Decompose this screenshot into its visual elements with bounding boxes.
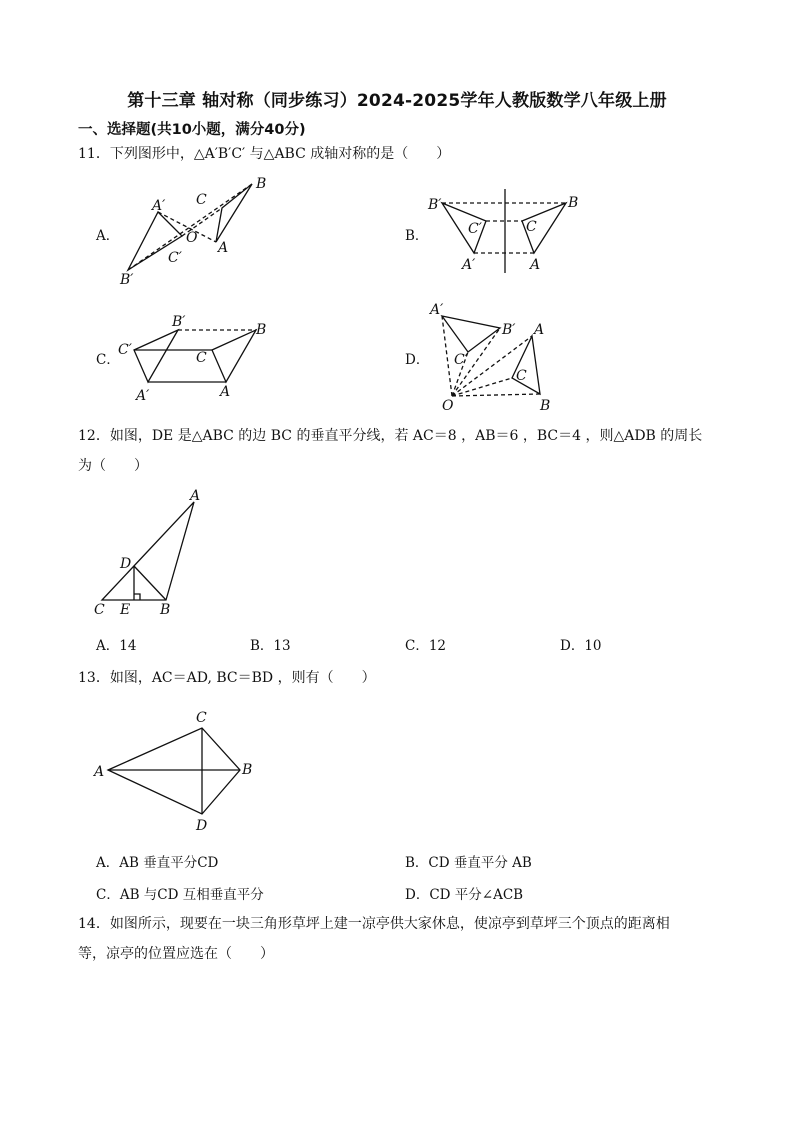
label-c-prime: C′ (118, 342, 132, 358)
label-a: A (534, 322, 545, 338)
section-heading: 一、选择题(共10小题，满分40分) (78, 122, 306, 138)
q12-option-a[interactable]: A．14 (96, 638, 137, 654)
q11-figure-d (424, 300, 564, 415)
q12-figure (90, 484, 220, 620)
label-c: C (526, 219, 537, 235)
question-14-stem-line2: 等，凉亭的位置应选在（ ） (78, 946, 274, 962)
label-a: A (190, 488, 201, 504)
label-a: A (530, 257, 541, 273)
question-13-stem: 13．如图，AC＝AD, BC＝BD ，则有（ ） (78, 670, 376, 686)
question-12-stem-line2: 为（ ） (78, 458, 148, 474)
q11-figure-a (110, 170, 290, 290)
label-a-prime: A′ (462, 257, 476, 273)
label-o: O (186, 230, 198, 246)
label-b-prime: B′ (502, 322, 516, 338)
label-b: B (540, 398, 551, 414)
q11-figure-c (116, 312, 286, 404)
q12-option-c[interactable]: C．12 (405, 638, 447, 654)
label-c-prime: C′ (168, 250, 182, 266)
label-c: C (196, 710, 207, 726)
label-c: C (196, 192, 207, 208)
q12-option-d[interactable]: D．10 (560, 638, 602, 654)
label-c-prime: C′ (454, 352, 468, 368)
q12-option-b[interactable]: B．13 (250, 638, 291, 654)
label-c: C (94, 602, 105, 618)
label-b-prime: B′ (428, 197, 442, 213)
q13-option-d[interactable]: D．CD 平分∠ACB (405, 887, 524, 903)
label-a-prime: A′ (136, 388, 150, 404)
label-b: B (242, 762, 253, 778)
q11-figure-b (420, 185, 590, 280)
question-11-stem: 11．下列图形中，△A′B′C′ 与△ABC 成轴对称的是（ ） (78, 146, 451, 162)
label-d: D (120, 556, 132, 572)
label-a-prime: A′ (430, 302, 444, 318)
label-a: A (94, 764, 105, 780)
q11-option-a-label[interactable]: A． (96, 228, 120, 244)
question-14-stem-line1: 14．如图所示，现要在一块三角形草坪上建一凉亭供大家休息，使凉亭到草坪三个顶点的距离相 (78, 916, 670, 932)
label-d: D (196, 818, 208, 834)
label-b: B (256, 176, 267, 192)
q13-option-c[interactable]: C．AB 与CD 互相垂直平分 (96, 887, 264, 903)
label-b: B (160, 602, 171, 618)
label-c: C (196, 350, 207, 366)
page-title: 第十三章 轴对称（同步练习）2024-2025学年人教版数学八年级上册 (127, 91, 667, 111)
label-b: B (256, 322, 267, 338)
question-12-stem-line1: 12．如图，DE 是△ABC 的边 BC 的垂直平分线，若 AC＝8 ，AB＝6 ，BC＝4 ，则△ADB 的周长 (78, 428, 703, 444)
q13-option-b[interactable]: B．CD 垂直平分 AB (405, 855, 532, 871)
label-c: C (516, 368, 527, 384)
label-a-prime: A′ (152, 198, 166, 214)
q11-option-c-label[interactable]: C． (96, 352, 120, 368)
label-b-prime: B′ (120, 272, 134, 288)
label-a: A (218, 240, 229, 256)
label-b-prime: B′ (172, 314, 186, 330)
label-e: E (120, 602, 131, 618)
q11-option-d-label[interactable]: D． (405, 352, 430, 368)
q13-figure (90, 704, 270, 836)
label-o: O (442, 398, 454, 414)
label-c-prime: C′ (468, 221, 482, 237)
q13-option-a[interactable]: A．AB 垂直平分CD (96, 855, 219, 871)
label-b: B (568, 195, 579, 211)
label-a: A (220, 384, 231, 400)
q11-option-b-label[interactable]: B． (405, 228, 429, 244)
